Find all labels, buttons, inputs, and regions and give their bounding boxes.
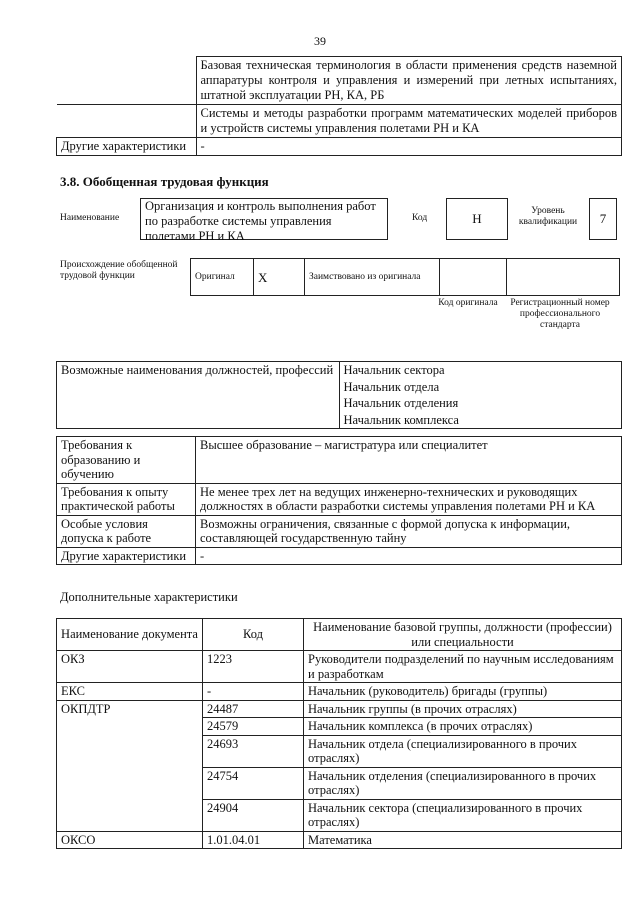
requirement-value: Не менее трех лет на ведущих инженерно-технических и руководящих должностях в области разработки системы управления полетами РН и КА bbox=[196, 483, 622, 515]
position-item: Начальник отделения bbox=[339, 395, 622, 412]
position-item: Начальник комплекса bbox=[339, 412, 622, 429]
level-label: Уровень квалификации bbox=[518, 206, 578, 227]
top-characteristics-table bbox=[56, 56, 622, 156]
table-row bbox=[60, 259, 620, 296]
name-cell: Начальник группы (в прочих отраслях) bbox=[304, 700, 622, 718]
origin-table bbox=[60, 258, 620, 296]
table-row bbox=[57, 547, 622, 565]
table-row bbox=[57, 831, 622, 849]
table-cell bbox=[57, 105, 197, 138]
requirement-value: - bbox=[196, 547, 622, 565]
code-cell: 24579 bbox=[203, 718, 304, 736]
table-cell: - bbox=[196, 138, 622, 156]
requirement-label: Особые условия допуска к работе bbox=[57, 515, 196, 547]
table-row bbox=[57, 718, 622, 736]
code-cell: - bbox=[203, 683, 304, 701]
table-row bbox=[57, 57, 622, 105]
code-cell: 24754 bbox=[203, 767, 304, 799]
extra-characteristics-table bbox=[56, 618, 622, 849]
table-row bbox=[57, 362, 622, 379]
positions-table bbox=[56, 361, 622, 429]
origin-label: Происхождение обобщенной трудовой функции bbox=[60, 259, 178, 281]
positions-label: Возможные наименования должностей, профессий bbox=[57, 362, 340, 429]
doc-cell bbox=[57, 799, 203, 831]
code-cell: 24904 bbox=[203, 799, 304, 831]
doc-cell: ОКСО bbox=[57, 831, 203, 849]
function-name: Организация и контроль выполнения работ по разработке системы управления полетами РН и КА bbox=[140, 198, 388, 240]
code-value: H bbox=[446, 198, 508, 240]
doc-cell bbox=[57, 767, 203, 799]
table-row bbox=[57, 138, 622, 156]
borrowed-label: Заимствовано из оригинала bbox=[305, 259, 440, 296]
original-mark: X bbox=[254, 259, 305, 296]
table-row bbox=[57, 735, 622, 767]
table-cell: Базовая техническая терминология в области применения средств наземной аппаратуры контроля и управления и измерений при летных испытаниях, штатной эксплуатации РН, КА, РБ bbox=[196, 57, 622, 105]
table-row bbox=[57, 651, 622, 683]
name-cell: Начальник сектора (специализированного в прочих отраслях) bbox=[304, 799, 622, 831]
doc-cell bbox=[57, 718, 203, 736]
table-row bbox=[57, 767, 622, 799]
position-item: Начальник отдела bbox=[339, 379, 622, 396]
doc-cell: ОКПДТР bbox=[57, 700, 203, 718]
table-row bbox=[57, 483, 622, 515]
page-number: 39 bbox=[314, 34, 326, 48]
doc-cell: ОКЗ bbox=[57, 651, 203, 683]
code-cell: 24693 bbox=[203, 735, 304, 767]
name-cell: Начальник (руководитель) бригады (группы) bbox=[304, 683, 622, 701]
name-cell: Математика bbox=[304, 831, 622, 849]
name-cell: Начальник отделения (специализированного в прочих отраслях) bbox=[304, 767, 622, 799]
header-name: Наименование базовой группы, должности (профессии) или специальности bbox=[304, 619, 622, 651]
doc-cell: ЕКС bbox=[57, 683, 203, 701]
requirement-label: Другие характеристики bbox=[57, 547, 196, 565]
name-label: Наименование bbox=[60, 213, 120, 223]
level-value: 7 bbox=[589, 198, 617, 240]
table-row bbox=[57, 700, 622, 718]
requirements-table bbox=[56, 436, 622, 565]
table-row bbox=[57, 105, 622, 138]
origin-reg-label: Регистрационный номер профессионального стандарта bbox=[510, 298, 610, 330]
name-cell: Начальник отдела (специализированного в прочих отраслях) bbox=[304, 735, 622, 767]
table-cell bbox=[57, 57, 197, 105]
table-row bbox=[57, 515, 622, 547]
name-cell: Руководители подразделений по научным исследованиям и разработкам bbox=[304, 651, 622, 683]
origin-code-label: Код оригинала bbox=[438, 298, 498, 308]
requirement-value: Возможны ограничения, связанные с формой допуска к информации, составляющей государственную тайну bbox=[196, 515, 622, 547]
code-cell: 1.01.04.01 bbox=[203, 831, 304, 849]
original-label: Оригинал bbox=[191, 259, 254, 296]
header-doc: Наименование документа bbox=[57, 619, 203, 651]
table-cell: Системы и методы разработки программ математических моделей приборов и устройств системы управления полетами РН и КА bbox=[196, 105, 622, 138]
header-code: Код bbox=[203, 619, 304, 651]
origin-reg-cell bbox=[507, 259, 620, 296]
requirement-value: Высшее образование – магистратура или специалитет bbox=[196, 437, 622, 484]
requirement-label: Требования к опыту практической работы bbox=[57, 483, 196, 515]
doc-cell bbox=[57, 735, 203, 767]
table-cell-label: Другие характеристики bbox=[57, 138, 197, 156]
table-header-row bbox=[57, 619, 622, 651]
code-cell: 1223 bbox=[203, 651, 304, 683]
section-title: 3.8. Обобщенная трудовая функция bbox=[60, 174, 269, 189]
extra-title: Дополнительные характеристики bbox=[60, 590, 238, 604]
code-cell: 24487 bbox=[203, 700, 304, 718]
name-cell: Начальник комплекса (в прочих отраслях) bbox=[304, 718, 622, 736]
table-row bbox=[57, 683, 622, 701]
table-row bbox=[57, 799, 622, 831]
origin-code-cell bbox=[440, 259, 507, 296]
table-row bbox=[57, 437, 622, 484]
code-label: Код bbox=[412, 213, 428, 223]
requirement-label: Требования к образованию и обучению bbox=[57, 437, 196, 484]
position-item: Начальник сектора bbox=[339, 362, 622, 379]
